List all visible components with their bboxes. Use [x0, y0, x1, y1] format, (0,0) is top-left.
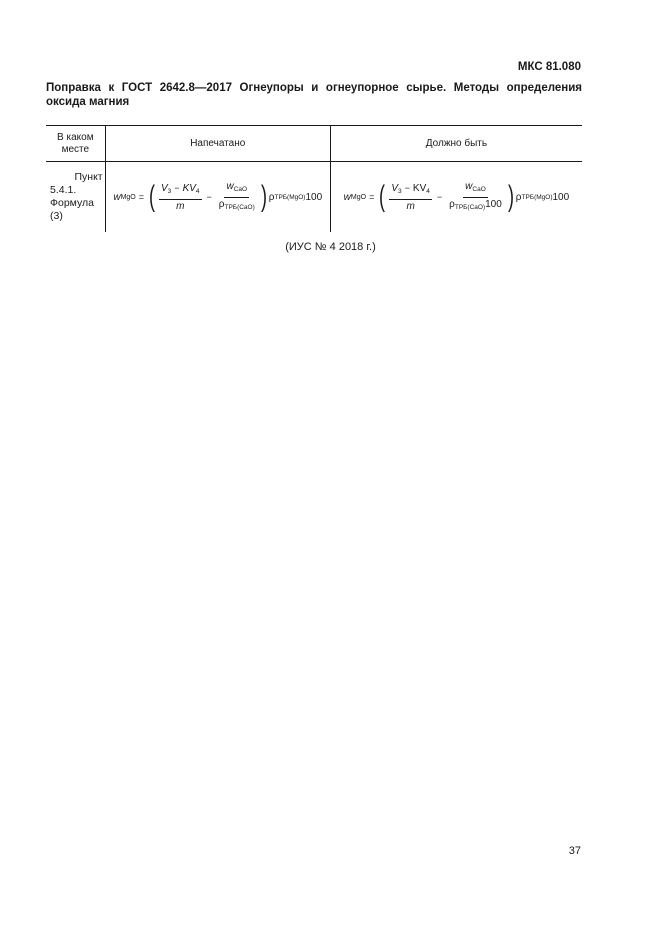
formula-w-cao-sub: CaO	[233, 185, 248, 193]
formula-rho-den-sub: ТРБ(CaO)	[224, 203, 255, 211]
formula-rho-den-sub: ТРБ(CaO)	[454, 203, 486, 211]
formula-den-tail: 100	[485, 198, 502, 210]
amendment-table	[46, 125, 582, 232]
close-paren: )	[260, 180, 267, 213]
formula-rho-sub: ТРБ(MgO)	[521, 193, 553, 201]
printed-formula	[113, 181, 322, 214]
formula-lhs-sub: MgO	[120, 193, 136, 201]
formula-m: m	[406, 200, 415, 212]
place-cell	[46, 162, 105, 233]
place-line-3: Формула	[50, 197, 94, 209]
formula-lhs: w	[113, 191, 121, 203]
formula-v: V	[391, 182, 399, 194]
formula-minus: −	[404, 182, 410, 193]
formula-v: V	[161, 182, 168, 194]
formula-kv: KV	[182, 182, 196, 194]
table-row	[46, 162, 582, 233]
formula-v-sub: 3	[398, 187, 402, 195]
header-place: В каком месте	[46, 126, 105, 162]
formula-rho: ρ	[268, 191, 275, 203]
place-line-2: 5.4.1.	[50, 184, 77, 196]
formula-minus-2: −	[206, 192, 212, 202]
formula-w-cao: w	[465, 180, 473, 192]
page-number: 37	[568, 845, 581, 857]
formula-lhs: w	[343, 191, 351, 203]
place-line-4: (3)	[50, 210, 63, 222]
formula-tail: 100	[552, 191, 570, 203]
formula-minus: −	[174, 182, 180, 193]
formula-equals: =	[369, 192, 375, 202]
formula-rho-den: ρ	[449, 198, 455, 210]
formula-rho: ρ	[515, 191, 522, 203]
formula-minus-2: −	[436, 192, 443, 202]
formula-kv-sub: 4	[195, 187, 200, 195]
formula-m: m	[176, 200, 185, 212]
formula-equals: =	[138, 192, 144, 202]
close-paren: )	[507, 180, 514, 213]
fraction-main	[159, 182, 202, 213]
formula-rho-sub: ТРБ(MgO)	[274, 193, 306, 201]
header-printed: Напечатано	[105, 126, 330, 162]
fraction-cao	[447, 181, 504, 214]
table-header-row	[46, 126, 582, 162]
fraction-cao	[217, 181, 257, 214]
formula-v-sub: 3	[167, 187, 172, 195]
formula-w-cao-sub: CaO	[472, 185, 486, 193]
open-paren: (	[149, 180, 155, 213]
classification-code: МКС 81.080	[517, 61, 581, 73]
correct-formula-cell	[330, 162, 582, 233]
formula-tail: 100	[305, 191, 323, 203]
formula-lhs-sub: MgO	[350, 193, 367, 201]
document-title: Поправка к ГОСТ 2642.8—2017 Огнеупоры и огнеупорное сырье. Методы определения оксида магния	[46, 82, 582, 108]
header-should-be: Должно быть	[330, 126, 582, 162]
formula-rho-den: ρ	[218, 198, 225, 210]
open-paren: (	[379, 180, 386, 213]
printed-formula-cell	[105, 162, 330, 233]
place-line-1: Пункт	[74, 171, 103, 183]
formula-kv: KV	[412, 182, 427, 194]
correct-formula	[344, 181, 570, 214]
formula-kv-sub: 4	[426, 187, 430, 195]
source-note: (ИУС № 4 2018 г.)	[285, 241, 376, 253]
fraction-main	[389, 182, 432, 213]
formula-w-cao: w	[226, 180, 234, 192]
